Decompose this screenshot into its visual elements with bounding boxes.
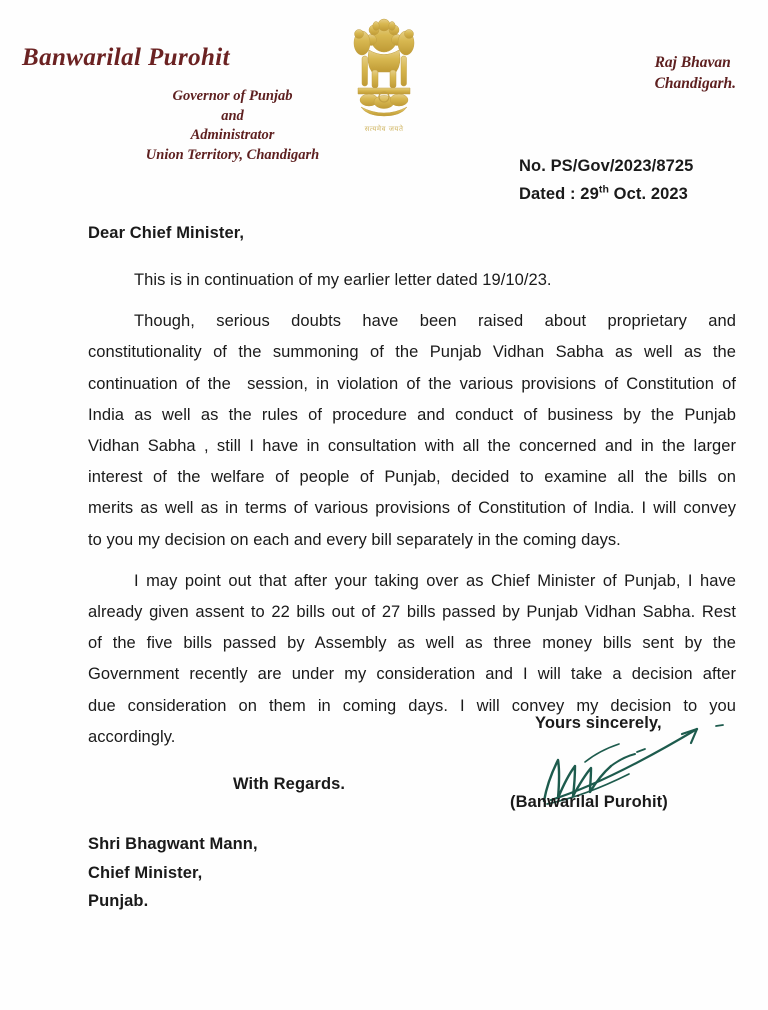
paragraph-3-line-6: accordingly. — [88, 727, 176, 746]
closing-line: Yours sincerely, — [535, 714, 662, 732]
date-prefix: Dated : 29 — [519, 185, 599, 203]
paragraph-2-line-6: interest of the welfare of people of Punjab, decided to examine all the bills on — [88, 468, 736, 487]
governor-title-line-1: Governor of Punjab — [172, 88, 293, 104]
signature-block — [505, 714, 750, 824]
raj-bhavan-address — [655, 52, 736, 94]
emblem-motto: सत्यमेव जयते — [364, 125, 404, 133]
governor-name: Banwarilal Purohit — [22, 44, 230, 71]
paragraph-2 — [88, 306, 736, 556]
paragraph-2-line-5: Vidhan Sabha , still I have in consultation with all the concerned and in the larger — [88, 437, 736, 456]
paragraph-3-line-2: already given assent to 22 bills out of 27 bills passed by Punjab Vidhan Sabha. Rest — [88, 603, 736, 622]
recipient-block — [88, 830, 258, 916]
reference-block — [519, 152, 693, 208]
governor-title-line-3: Administrator — [190, 127, 275, 143]
paragraph-1 — [88, 265, 736, 296]
recipient-line-1: Shri Bhagwant Mann, — [88, 835, 258, 853]
governor-title-line-2: and — [221, 107, 244, 124]
date-suffix: Oct. 2023 — [608, 185, 688, 203]
paragraph-2-line-7: merits as well as in terms of various provisions of Constitution of India. I will convey — [88, 499, 736, 518]
paragraph-2-line-8: to you my decision on each and every bill separately in the coming days. — [88, 530, 621, 549]
india-state-emblem-icon — [331, 12, 437, 142]
paragraph-3-line-1: I may point out that after your taking over as Chief Minister of Punjab, I have — [134, 571, 736, 590]
paragraph-2-line-1: Though, serious doubts have been raised about proprietary and — [134, 312, 736, 331]
recipient-line-3: Punjab. — [88, 892, 149, 910]
reference-number: No. PS/Gov/2023/8725 — [519, 157, 694, 175]
paragraph-3-line-4: Government recently are under my consideration and I will take a decision after — [88, 665, 736, 684]
address-line-1: Raj Bhavan — [654, 54, 731, 71]
address-line-2: Chandigarh. — [654, 75, 736, 92]
paragraph-2-line-2: constitutionality of the summoning of the Punjab Vidhan Sabha as well as the — [88, 343, 736, 362]
regards-line: With Regards. — [233, 775, 346, 794]
governor-title-line-4: Union Territory, Chandigarh — [145, 146, 320, 163]
paragraph-3-line-5: due consideration on them in coming days. I will convey my decision to you — [88, 696, 736, 715]
date-ordinal-suffix: th — [598, 183, 609, 196]
letter-body — [88, 220, 736, 794]
paragraph-3-line-3: of the five bills passed by Assembly as well as three money bills sent by the — [88, 634, 736, 653]
paragraph-2-line-4: India as well as the rules of procedure and conduct of business by the Punjab — [88, 405, 736, 424]
paragraph-2-line-3: continuation of the session, in violation of the various provisions of Constitution of — [88, 374, 736, 393]
salutation: Dear Chief Minister, — [88, 224, 245, 242]
signer-name: (Banwarilal Purohit) — [510, 793, 668, 811]
recipient-line-2: Chief Minister, — [88, 863, 203, 882]
paragraph-1-line-1: This is in continuation of my earlier letter dated 19/10/23. — [134, 271, 552, 289]
reference-date — [519, 180, 693, 208]
